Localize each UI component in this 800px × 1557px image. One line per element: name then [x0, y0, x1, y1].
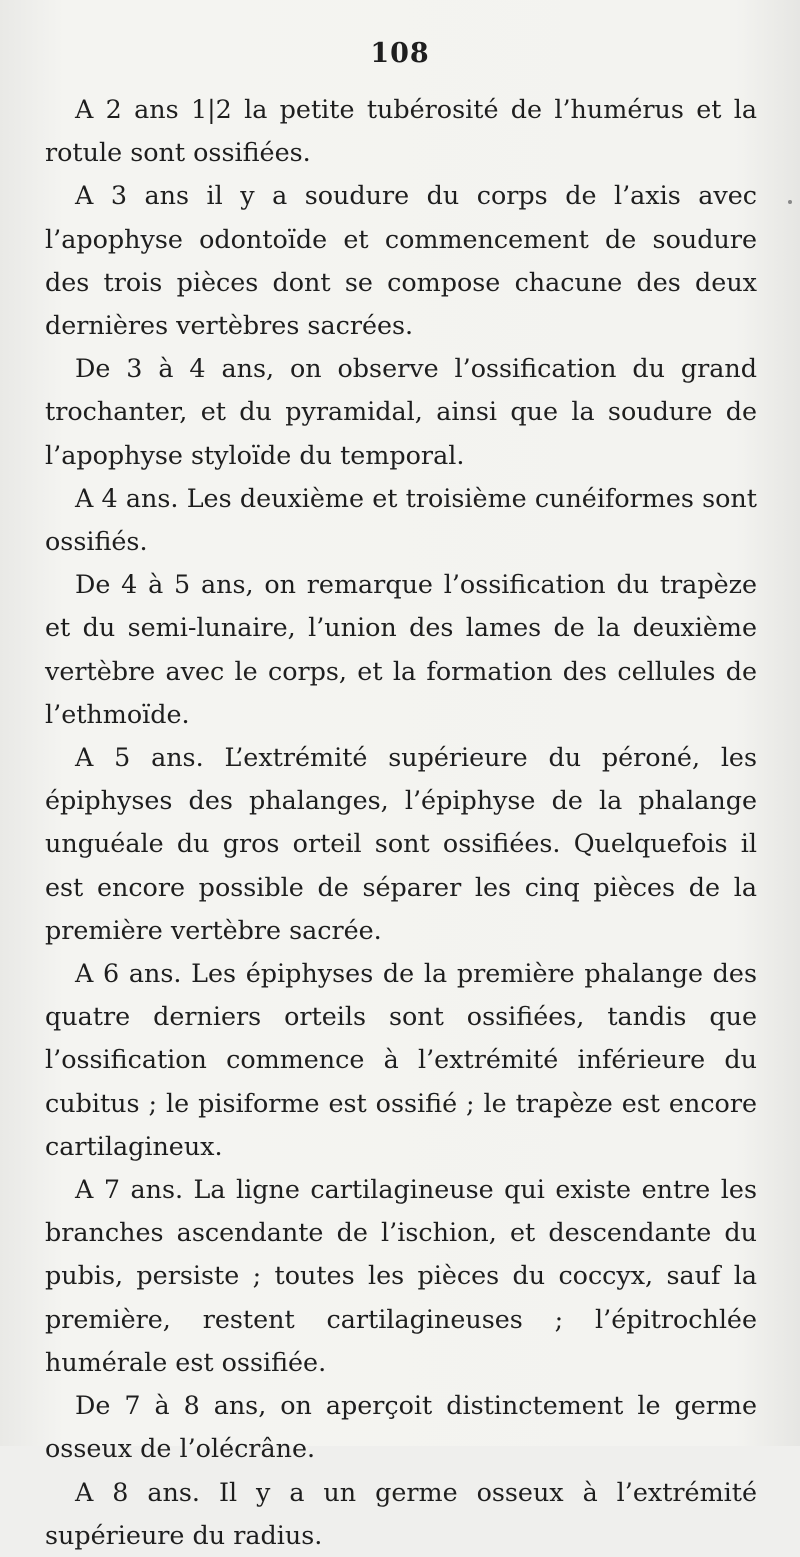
paragraph-5-ans: A 5 ans. L’extrémité supérieure du péroné, les épiphyses des phalanges, l’épiphyse de la phalange unguéale du gros orteil sont ossifiées. Quelquefois il est encore possible de séparer les cinq pièces de la première vertèbre sacrée.: [45, 742, 757, 945]
page-number: 108: [370, 38, 430, 69]
paragraph-7-ans: A 7 ans. La ligne cartilagineuse qui existe entre les branches ascendante de l’ischion, et descendante du pubis, persiste ; toutes les pièces du coccyx, sauf la première, restent cartilagineuses ; l’épitrochlée humérale est ossifiée.: [45, 1174, 757, 1377]
paragraph-3-a-4-ans: De 3 à 4 ans, on observe l’ossification du grand trochanter, et du pyramidal, ainsi que la soudure de l’apophyse styloïde du temporal.: [45, 353, 757, 470]
paragraph-3-ans: A 3 ans il y a soudure du corps de l’axis avec l’apophyse odontoïde et commencement de soudure des trois pièces dont se compose chacune des deux dernières vertèbres sacrées.: [45, 180, 757, 341]
page-body: [45, 88, 757, 1557]
paragraph-6-ans: A 6 ans. Les épiphyses de la première phalange des quatre derniers orteils sont ossifiées, tandis que l’ossification commence à l’extrémité inférieure du cubitus ; le pisiforme est ossifié ; le trapèze est encore cartilagineux.: [45, 958, 757, 1161]
paragraph-4-ans: A 4 ans. Les deuxième et troisième cunéiformes sont ossifiés.: [45, 482, 757, 557]
paragraph-7-a-8-ans: De 7 à 8 ans, on aperçoit distinctement le germe osseux de l’olécrâne.: [45, 1390, 757, 1464]
paragraph-4-a-5-ans: De 4 à 5 ans, on remarque l’ossification du trapèze et du semi-lunaire, l’union des lames de la deuxième vertèbre avec le corps, et la formation des cellules de l’ethmoïde.: [45, 569, 757, 729]
paragraph-8-ans: A 8 ans. Il y a un germe osseux à l’extrémité supérieure du radius.: [45, 1476, 757, 1550]
paragraph-2-ans: A 2 ans 1|2 la petite tubérosité de l’humérus et la rotule sont ossifiées.: [45, 94, 757, 168]
ink-mark: [788, 200, 792, 204]
